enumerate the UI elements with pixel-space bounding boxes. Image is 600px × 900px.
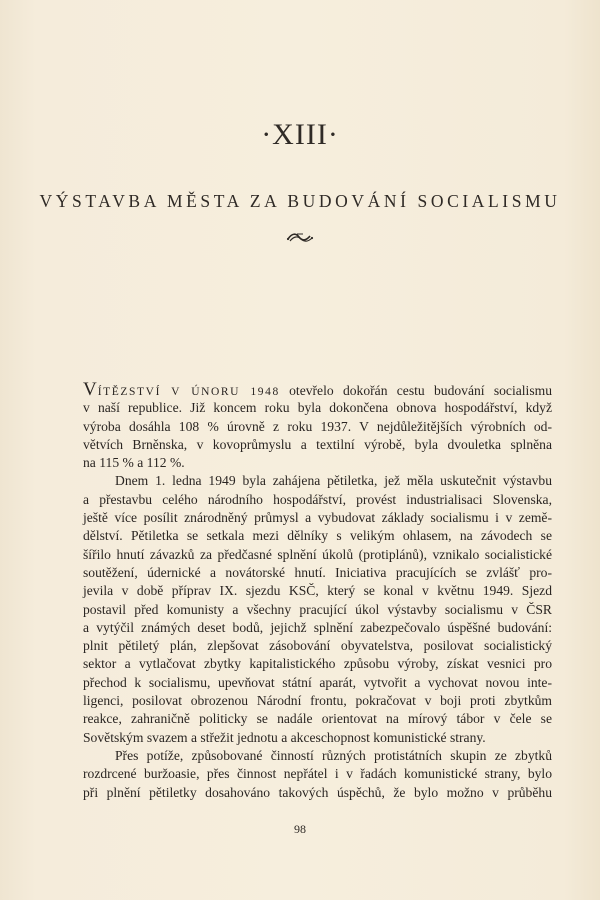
text-line: soutěžení, údernické a novátorské hnutí. Iniciativa pracujících se zvlášť pro-: [83, 564, 552, 580]
text-line: větvích Brněnska, v kovoprůmyslu a textilní výrobě, byla dvouletka splněna: [83, 436, 552, 452]
text-line: přechod k socialismu, upevňovat státní aparát, vytvořit a vychovat novou inte-: [83, 674, 552, 690]
text-line: na 115 % a 112 %.: [83, 455, 185, 471]
chapter-number: ·XIII·: [261, 118, 339, 151]
text-line: v naší republice. Již koncem roku byla dokončena obnova hospodářství, když: [83, 400, 552, 416]
text-line: jevila v době příprav IX. sjezdu KSČ, který se konal v květnu 1949. Sjezd: [83, 583, 552, 599]
text-line: sektor a vytlačovat zbytky kapitalistického způsobu výroby, získat vesnici pro: [83, 656, 552, 672]
text-line: plnit pětiletý plán, zlepšovat zásobování obyvatelstva, posilovat socialistický: [83, 638, 552, 654]
paragraph-2: [83, 472, 552, 746]
text-fragment: otevřelo dokořán cestu budování socialismu: [279, 383, 552, 398]
text-line: výroba dosáhla 108 % úrovně z roku 1937. V nejdůležitějších výrobních od-: [83, 418, 552, 434]
text-line: reakce, zahraničně politicky se nadále orientovat na mírový tábor v čele se: [83, 711, 552, 727]
paragraph-1: [83, 381, 552, 472]
text-line: šířilo hnutí závazků za předčasné splnění úkolů (protiplánů), vznikalo socialistické: [83, 546, 552, 562]
text-line: ligenci, posilovat obrozenou Národní frontu, pokračovat v boji proti zbytkům: [83, 693, 552, 709]
drop-cap: V: [83, 379, 98, 400]
text-line: dělství. Pětiletka se setkala mezi dělníky s velikým ohlasem, na závodech se: [83, 528, 552, 544]
decorative-scroll-icon: [285, 230, 315, 244]
text-line: Dnem 1. ledna 1949 byla zahájena pětiletka, jež měla uskutečnit výstavbu: [115, 473, 552, 489]
paragraph-3: [83, 747, 552, 802]
text-line: při plnění pětiletky dosahováno takových úspěchů, že bylo možno v průběhu: [83, 784, 552, 800]
text-line: [83, 381, 552, 399]
chapter-title: VÝSTAVBA MĚSTA ZA BUDOVÁNÍ SOCIALISMU: [39, 191, 561, 211]
page-number: 98: [294, 822, 306, 836]
text-line: a vytýčil známých deset bodů, jejichž splnění zabezpečovalo úspěšné budování:: [83, 619, 552, 635]
text-line: postavil před komunisty a všechny pracující úkol výstavby socialismu v ČSR: [83, 601, 552, 617]
text-line: Sovětským svazem a střežit jednotu a akceschopnost komunistické strany.: [83, 729, 486, 745]
text-line: Přes potíže, způsobované činností různých protistátních skupin ze zbytků: [115, 747, 552, 763]
small-caps-lead: ÍTĚZSTVÍ V ÚNORU 1948: [97, 386, 280, 398]
chapter-body-text: [83, 381, 552, 802]
text-line: rozdrcené buržoasie, přes činnost nepřátel i v řadách komunistické strany, bylo: [83, 766, 552, 782]
text-line: ještě více posílit znárodněný průmysl a vybudovat základy socialismu i v země-: [83, 510, 552, 526]
text-line: a přestavbu celého národního hospodářství, provést industrialisaci Slovenska,: [83, 491, 552, 507]
